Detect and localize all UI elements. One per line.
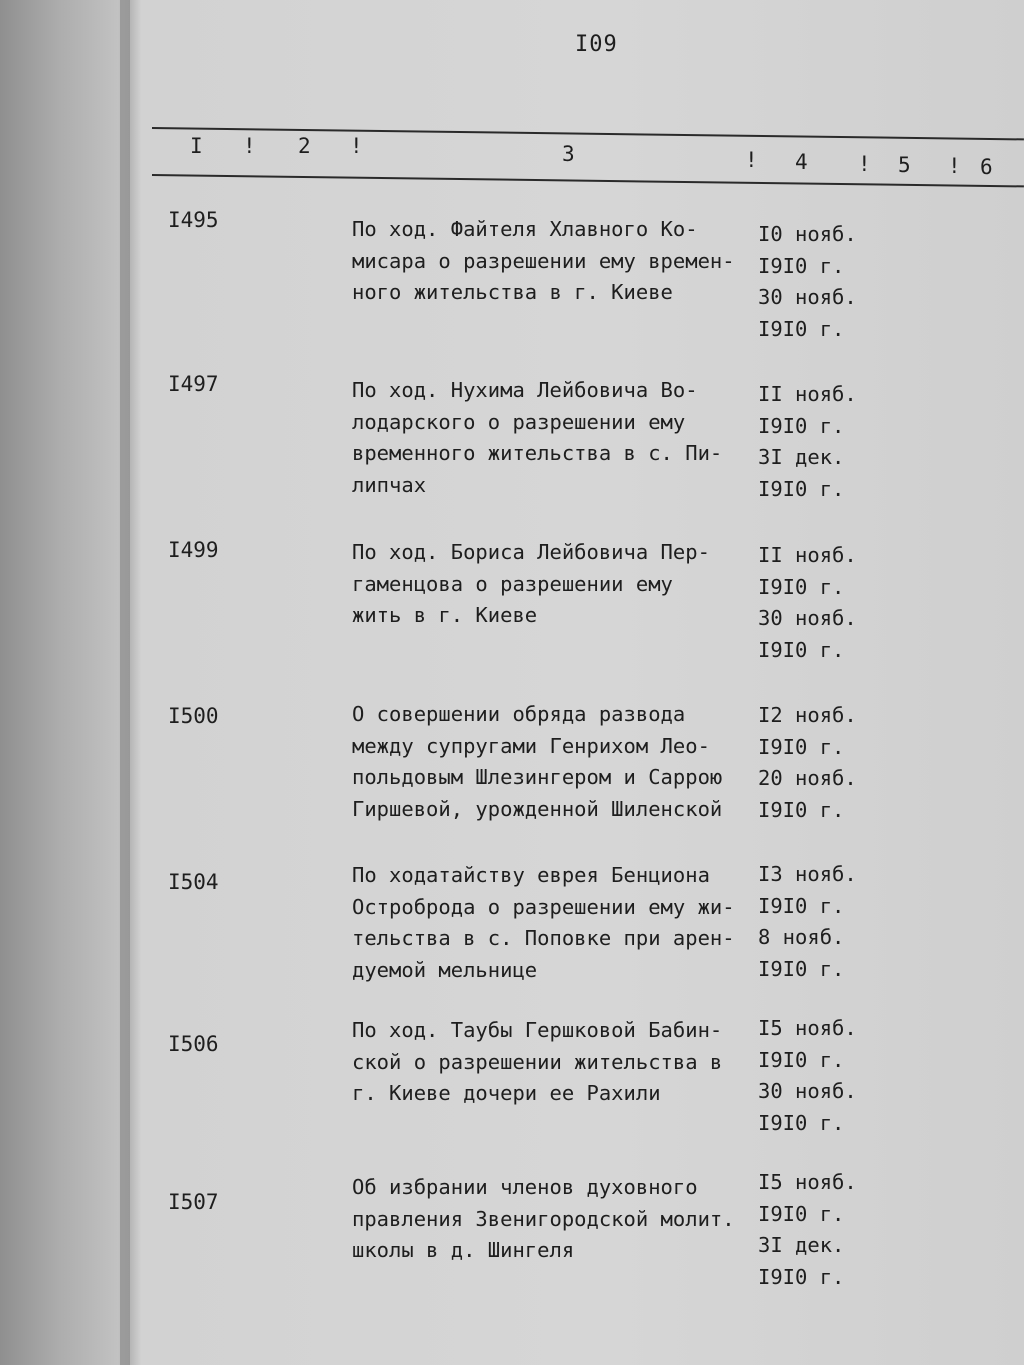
description-line: Об избрании членов духовного (352, 1175, 698, 1199)
date-line: I9I0 г. (758, 316, 845, 341)
column-header-3: 3 (562, 142, 575, 166)
date-line: I9I0 г. (758, 413, 845, 438)
left-page-edge (0, 0, 130, 1365)
record-dates (758, 540, 868, 666)
date-line: I9I0 г. (758, 1264, 845, 1289)
description-line: По ход. Нухима Лейбовича Во- (352, 378, 698, 402)
description-line: Гиршевой, урожденной Шиленской (352, 796, 723, 821)
date-line: I9I0 г. (758, 956, 845, 981)
date-line: I9I0 г. (758, 253, 845, 278)
date-line: I9I0 г. (758, 637, 845, 662)
description-line: О совершении обряда развода (352, 702, 686, 726)
description-line: г. Киеве дочери ее Рахили (352, 1081, 661, 1105)
column-header-6: 6 (980, 155, 993, 179)
column-separator: ! (745, 148, 758, 172)
record-description (352, 375, 772, 501)
description-line: ного жительства в г. Киеве (352, 280, 673, 304)
description-line: гаменцова о разрешении ему (352, 571, 673, 596)
description-line: дуемой мельнице (352, 957, 538, 982)
record-number: I504 (168, 870, 219, 894)
description-line: правления Звенигородской молит. (352, 1206, 735, 1231)
record-number: I500 (168, 704, 219, 728)
date-line: I9I0 г. (758, 1110, 845, 1135)
date-line: II нояб. (758, 543, 857, 567)
date-line: 30 нояб. (758, 1079, 857, 1103)
description-line: мисара о разрешении ему времен- (352, 248, 735, 273)
record-number: I507 (168, 1190, 219, 1214)
date-line: I9I0 г. (758, 476, 845, 501)
date-line: I9I0 г. (758, 1201, 845, 1226)
description-line: По ходатайству еврея Бенциона (352, 863, 710, 887)
column-header-5: 5 (898, 153, 911, 177)
header-top-rule (152, 127, 1024, 140)
record-description (352, 1172, 772, 1267)
column-header-1: I (190, 134, 203, 158)
record-dates (758, 700, 868, 826)
description-line: тельства в с. Поповке при арен- (352, 926, 735, 950)
description-line: Остроброда о разрешении ему жи- (352, 894, 735, 919)
date-line: I5 нояб. (758, 1016, 857, 1040)
date-line: 3I дек. (758, 445, 845, 469)
date-line: I5 нояб. (758, 1170, 857, 1194)
date-line: I9I0 г. (758, 1047, 845, 1072)
record-number: I506 (168, 1032, 219, 1056)
record-number: I499 (168, 538, 219, 562)
date-line: I9I0 г. (758, 797, 845, 822)
description-line: лодарского о разрешении ему (352, 409, 686, 434)
column-header-2: 2 (298, 134, 311, 158)
column-separator: ! (243, 134, 256, 158)
column-separator: ! (858, 152, 871, 176)
description-line: школы в д. Шингеля (352, 1238, 575, 1262)
date-line: I9I0 г. (758, 893, 845, 918)
record-description (352, 699, 772, 825)
column-header-4: 4 (795, 150, 808, 174)
date-line: I2 нояб. (758, 703, 857, 727)
record-description (352, 214, 772, 309)
date-line: 30 нояб. (758, 285, 857, 309)
record-description (352, 1015, 772, 1110)
description-line: липчах (352, 472, 427, 497)
description-line: По ход. Таубы Гершковой Бабин- (352, 1018, 723, 1042)
description-line: между супругами Генрихом Лео- (352, 733, 710, 758)
description-line: польдовым Шлезингером и Саррою (352, 765, 723, 789)
date-line: I9I0 г. (758, 734, 845, 759)
record-dates (758, 379, 868, 505)
description-line: По ход. Бориса Лейбовича Пер- (352, 540, 710, 564)
record-description (352, 860, 772, 986)
date-line: 20 нояб. (758, 766, 857, 790)
column-separator: ! (948, 154, 961, 178)
date-line: 8 нояб. (758, 925, 845, 949)
date-line: I9I0 г. (758, 574, 845, 599)
record-number: I497 (168, 372, 219, 396)
record-dates (758, 1167, 868, 1293)
page-number: I09 (575, 32, 618, 57)
record-dates (758, 1013, 868, 1139)
record-dates (758, 859, 868, 985)
description-line: По ход. Файтеля Хлавного Ко- (352, 217, 698, 241)
description-line: жить в г. Киеве (352, 603, 538, 627)
date-line: I0 нояб. (758, 222, 857, 246)
description-line: ской о разрешении жительства в (352, 1049, 723, 1074)
header-bottom-rule (152, 174, 1024, 187)
date-line: I3 нояб. (758, 862, 857, 886)
column-separator: ! (350, 134, 363, 158)
date-line: II нояб. (758, 382, 857, 406)
date-line: 30 нояб. (758, 606, 857, 630)
record-dates (758, 219, 868, 345)
record-description (352, 537, 772, 632)
description-line: временного жительства в с. Пи- (352, 441, 723, 465)
book-spine-shadow (120, 0, 142, 1365)
date-line: 3I дек. (758, 1233, 845, 1257)
record-number: I495 (168, 208, 219, 232)
